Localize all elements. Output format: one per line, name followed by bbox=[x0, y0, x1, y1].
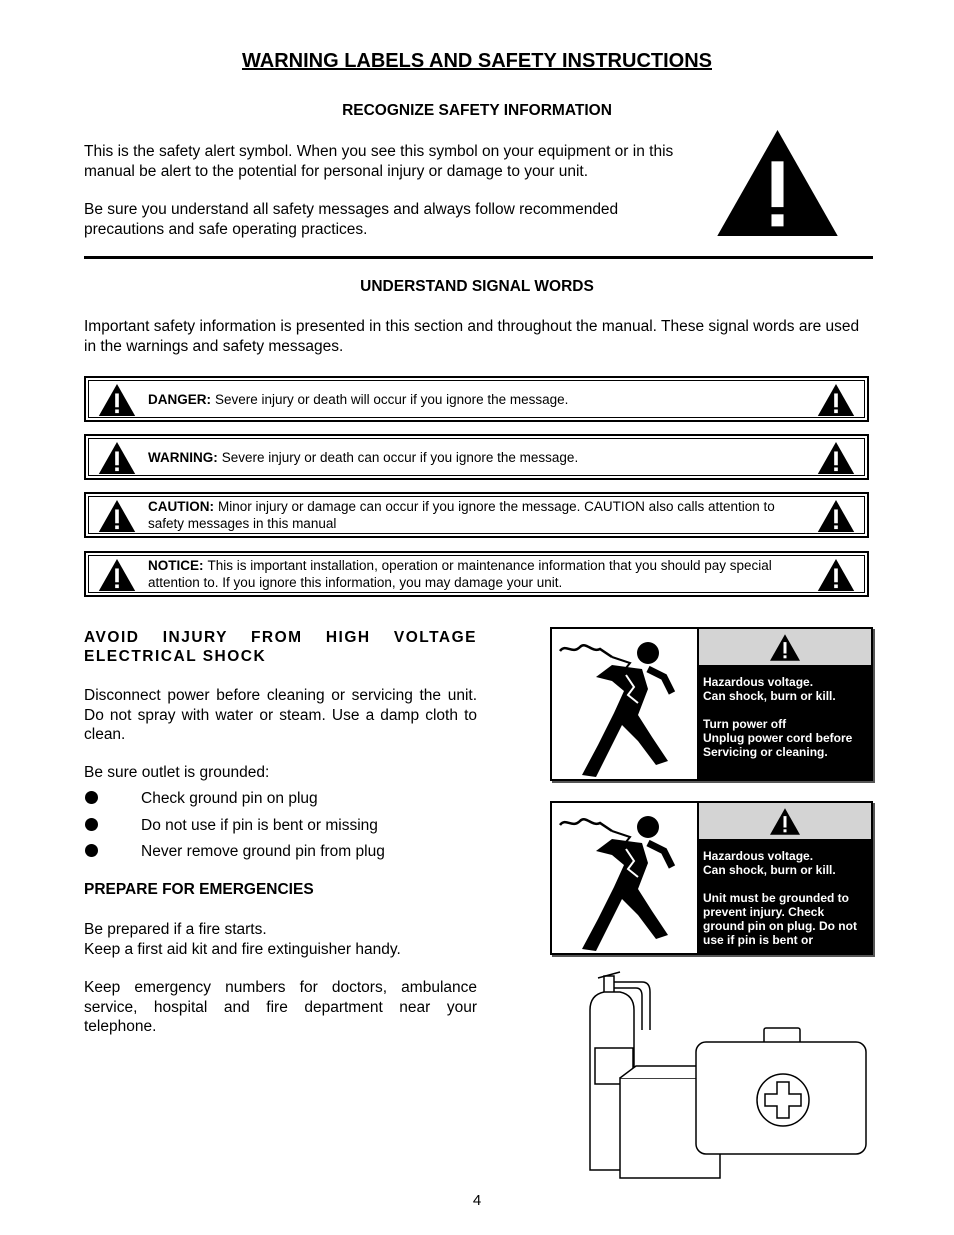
notice-box bbox=[84, 551, 869, 597]
notice-text: This is important installation, operation or maintenance information that you should pay special attention to. If you ignore this information, you may damage your unit. bbox=[148, 558, 772, 590]
safety-alert-icon bbox=[717, 130, 838, 236]
list-item: Never remove ground pin from plug bbox=[84, 842, 484, 864]
alert-triangle-icon bbox=[817, 384, 855, 416]
emergency-line-2: Keep a first aid kit and fire extinguisher handy. bbox=[84, 940, 401, 958]
caution-box bbox=[84, 492, 869, 538]
list-item: Do not use if pin is bent or missing bbox=[84, 816, 484, 838]
caution-word: CAUTION: bbox=[148, 499, 214, 514]
bullet-icon bbox=[85, 844, 98, 857]
first-aid-kit-icon bbox=[696, 1028, 866, 1154]
danger-box bbox=[84, 376, 869, 422]
signal-intro: Important safety information is presented in this section and throughout the manual. These signal words are used in the warnings and safety messages. bbox=[84, 318, 860, 355]
shock-heading: AVOID INJURY FROM HIGH VOLTAGE ELECTRICAL SHOCK bbox=[84, 629, 477, 665]
signal-heading: UNDERSTAND SIGNAL WORDS bbox=[360, 278, 594, 295]
alert-triangle-icon bbox=[770, 634, 800, 661]
warning-box bbox=[84, 434, 869, 480]
alert-triangle-icon bbox=[98, 559, 136, 591]
bullet-icon bbox=[85, 818, 98, 831]
alert-triangle-icon bbox=[98, 384, 136, 416]
emergency-para: Keep emergency numbers for doctors, ambulance service, hospital and fire department near your telephone. bbox=[84, 979, 477, 1035]
electric-shock-icon bbox=[552, 629, 697, 779]
recognize-para-2: Be sure you understand all safety messages and always follow recommended precautions and safe operating practices. bbox=[84, 201, 619, 238]
alert-triangle-icon bbox=[98, 442, 136, 474]
list-item: Check ground pin on plug bbox=[84, 789, 484, 811]
warning-text: Severe injury or death can occur if you ignore the message. bbox=[221, 449, 579, 465]
notice-word: NOTICE: bbox=[148, 558, 204, 573]
electric-shock-icon bbox=[552, 803, 697, 953]
hazard-label-1: Hazardous voltage. Can shock, burn or kill. Turn power off Unplug power cord before Servicing or cleaning. bbox=[550, 627, 873, 781]
bullet-icon bbox=[85, 791, 98, 804]
alert-triangle-icon bbox=[817, 559, 855, 591]
danger-text: Severe injury or death will occur if you ignore the message. bbox=[215, 391, 569, 407]
caution-text: Minor injury or damage can occur if you ignore the message. CAUTION also calls attention to safety messages in this manual bbox=[148, 499, 775, 531]
hazard-label-2: Hazardous voltage. Can shock, burn or kill. Unit must be grounded to prevent injury. Check ground pin on plug. Do not use if pin is bent or bbox=[550, 801, 873, 955]
emergency-section bbox=[84, 920, 477, 1037]
alert-triangle-icon bbox=[817, 500, 855, 532]
emergency-line-1: Be prepared if a fire starts. bbox=[84, 921, 267, 938]
recognize-section bbox=[84, 142, 684, 239]
page-title: WARNING LABELS AND SAFETY INSTRUCTIONS bbox=[241, 50, 712, 72]
warning-word: WARNING: bbox=[148, 449, 218, 465]
shock-para: Disconnect power before cleaning or servicing the unit. Do not spray with water or steam. Use a damp cloth to clean. bbox=[84, 687, 477, 743]
alert-triangle-icon bbox=[817, 442, 855, 474]
emergency-equipment-illustration bbox=[580, 970, 875, 1182]
emergency-heading: PREPARE FOR EMERGENCIES bbox=[84, 881, 314, 898]
grounded-text: Be sure outlet is grounded: bbox=[84, 764, 270, 781]
page-number: 4 bbox=[472, 1192, 482, 1209]
recognize-para-1: This is the safety alert symbol. When you see this symbol on your equipment or in this manual be alert to the potential for personal injury or damage to your unit. bbox=[84, 143, 674, 180]
alert-triangle-icon bbox=[98, 500, 136, 532]
section-divider bbox=[84, 256, 873, 259]
danger-word: DANGER: bbox=[148, 391, 211, 407]
alert-triangle-icon bbox=[770, 808, 800, 835]
recognize-heading: RECOGNIZE SAFETY INFORMATION bbox=[342, 102, 612, 119]
